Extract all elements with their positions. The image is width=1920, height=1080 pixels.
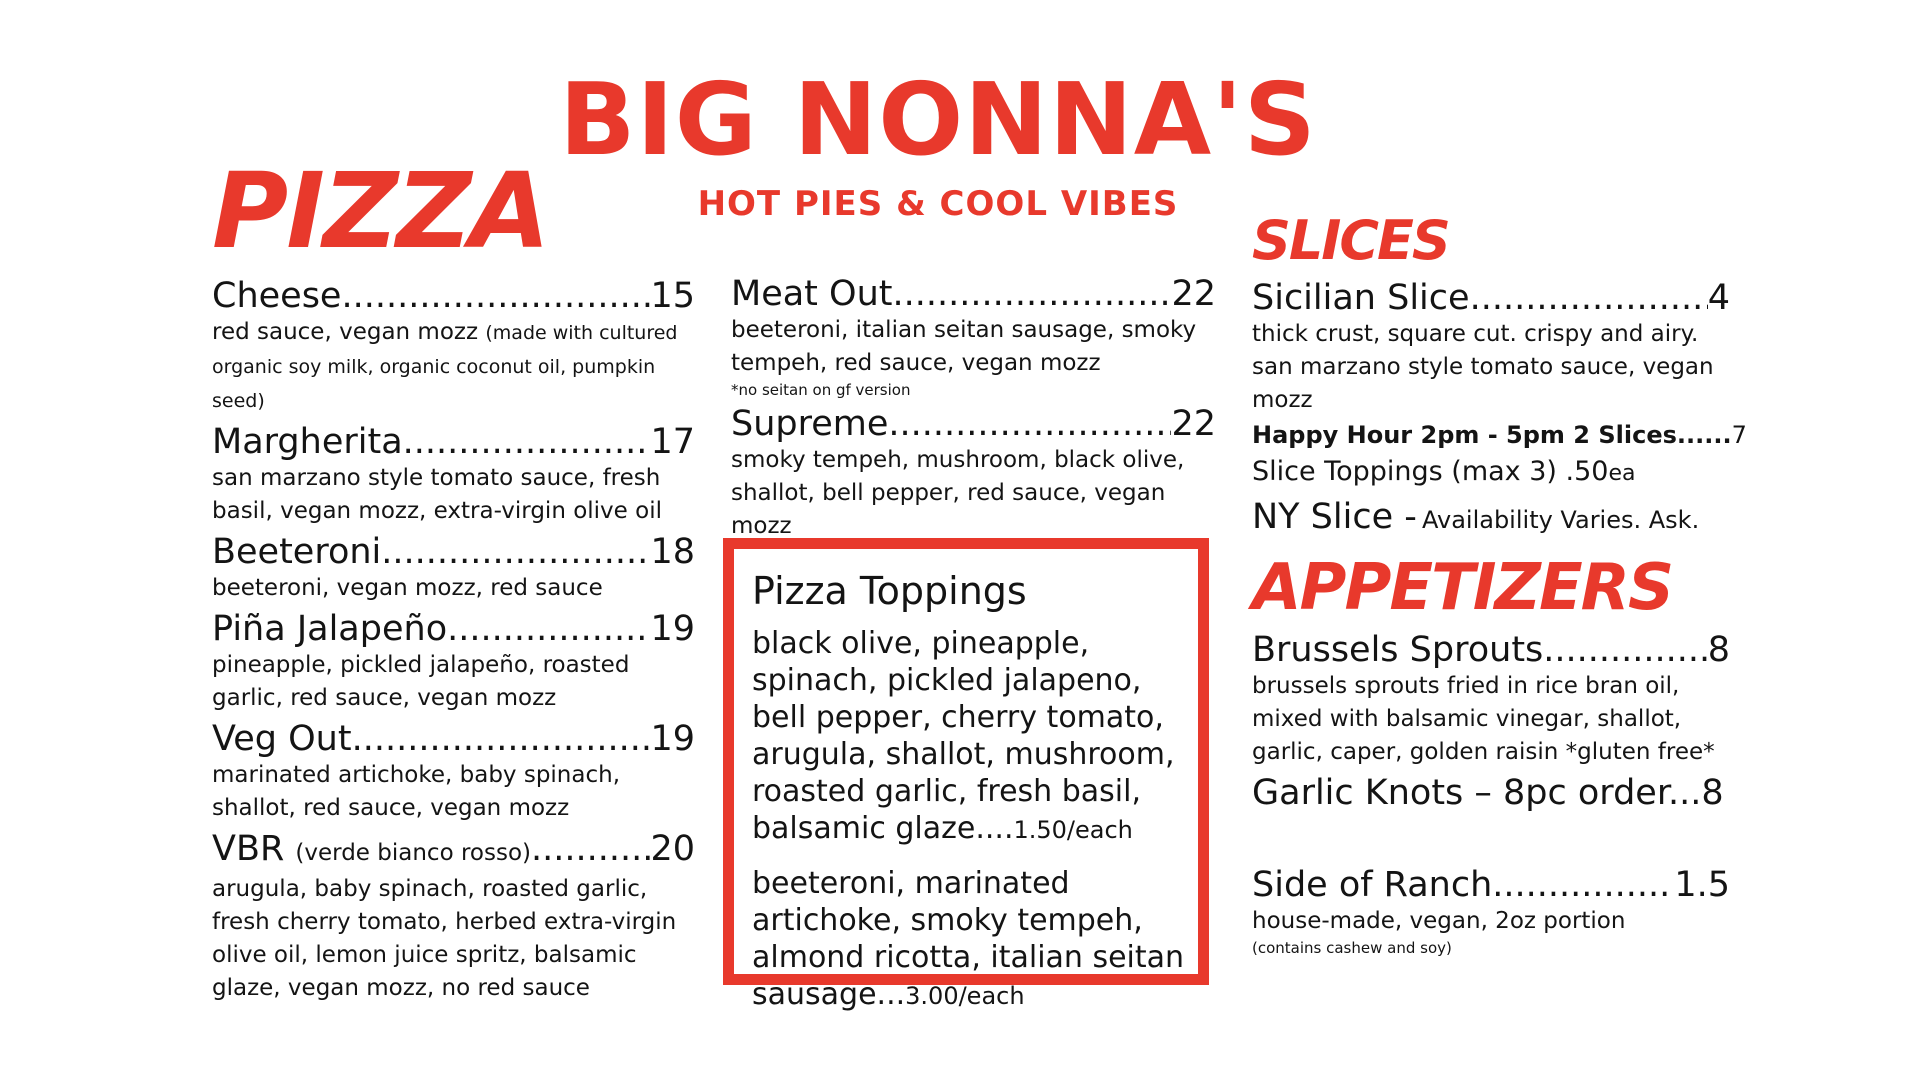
- item-name: Supreme: [731, 404, 889, 444]
- item-description-note: *no seitan on gf version: [731, 381, 911, 399]
- pizza-column-left: [212, 276, 695, 1005]
- item-name: Margherita: [212, 422, 403, 462]
- item-description: beeteroni, vegan mozz, red sauce: [212, 575, 603, 601]
- item-description: brussels sprouts fried in rice bran oil, mixed with balsamic vinegar, shallot, garlic, caper, golden raisin *gluten free*: [1252, 673, 1715, 765]
- item-name: VBR: [212, 829, 285, 869]
- slices-column: [1252, 278, 1752, 537]
- item-price: 1.5: [1674, 865, 1730, 905]
- item-description: house-made, vegan, 2oz portion: [1252, 908, 1626, 934]
- item-name: Piña Jalapeño: [212, 609, 448, 649]
- item-price: 4: [1707, 278, 1730, 318]
- ny-slice-name: NY Slice -: [1252, 497, 1417, 537]
- restaurant-name: BIG NONNA'S: [559, 61, 1317, 178]
- item-name: Veg Out: [212, 719, 352, 759]
- item-price: 22: [1171, 404, 1216, 444]
- appetizers-section-title: APPETIZERS: [1252, 551, 1673, 625]
- brand-header: [528, 61, 1348, 224]
- item-name-note: (verde bianco rosso): [295, 840, 531, 866]
- happy-hour-price: 7: [1731, 421, 1747, 449]
- slice-toppings-text: Slice Toppings (max 3) .50: [1252, 456, 1609, 487]
- slice-toppings: [1252, 453, 1752, 493]
- menu-item-supreme: [731, 404, 1216, 543]
- pizza-toppings-box: [723, 538, 1209, 1012]
- item-description-note: (made with cultured organic soy milk, organic coconut oil, pumpkin seed): [212, 322, 678, 412]
- menu-item-garlic-knots: Garlic Knots – 8pc order...8: [1252, 773, 1724, 813]
- item-description: red sauce, vegan mozz: [212, 319, 479, 345]
- happy-hour-text: Happy Hour 2pm - 5pm 2 Slices......: [1252, 421, 1732, 449]
- item-name: Sicilian Slice: [1252, 278, 1470, 318]
- pizza-section-title: PIZZA: [212, 150, 549, 272]
- happy-hour: [1252, 417, 1752, 453]
- toppings-list: beeteroni, marinated artichoke, smoky tempeh, almond ricotta, italian seitan sausage...: [752, 866, 1185, 1012]
- item-description: beeteroni, italian seitan sausage, smoky tempeh, red sauce, vegan mozz: [731, 317, 1197, 376]
- toppings-group-premium: [752, 865, 1186, 1015]
- item-price: 17: [650, 422, 695, 462]
- toppings-price: 3.00/each: [905, 982, 1025, 1010]
- item-name: Beeteroni: [212, 532, 382, 572]
- menu-item-cheese: [212, 276, 695, 418]
- menu-item-pina-jalapeno: [212, 609, 695, 715]
- menu-item-veg-out: [212, 719, 695, 825]
- item-description: smoky tempeh, mushroom, black olive, shallot, bell pepper, red sauce, vegan mozz: [731, 447, 1185, 539]
- menu-item-vbr: [212, 829, 695, 1005]
- toppings-group-standard: [752, 625, 1186, 849]
- item-name: Meat Out: [731, 274, 893, 314]
- item-description: thick crust, square cut. crispy and airy. san marzano style tomato sauce, vegan mozz: [1252, 321, 1714, 413]
- item-price: 20: [650, 829, 695, 869]
- menu-item-meat-out: [731, 274, 1216, 400]
- item-price: 18: [650, 532, 695, 572]
- item-name: Side of Ranch: [1252, 865, 1493, 905]
- menu-item-side-of-ranch: [1252, 865, 1730, 958]
- item-description: san marzano style tomato sauce, fresh basil, vegan mozz, extra-virgin olive oil: [212, 465, 662, 524]
- slices-section-title: SLICES: [1252, 209, 1449, 272]
- menu-item-sicilian-slice: [1252, 278, 1730, 417]
- item-description: pineapple, pickled jalapeño, roasted garlic, red sauce, vegan mozz: [212, 652, 630, 711]
- item-price: 22: [1171, 274, 1216, 314]
- restaurant-tagline: HOT PIES & COOL VIBES: [697, 184, 1179, 224]
- toppings-title: Pizza Toppings: [752, 569, 1027, 613]
- item-name: Brussels Sprouts: [1252, 630, 1544, 670]
- item-name: Cheese: [212, 276, 342, 316]
- toppings-list: black olive, pineapple, spinach, pickled jalapeno, bell pepper, cherry tomato, arugula, shallot, mushroom, roasted garlic, fresh basil, balsamic glaze....: [752, 626, 1175, 846]
- appetizers-column: [1252, 630, 1742, 958]
- item-description-note: (contains cashew and soy): [1252, 939, 1452, 957]
- pizza-column-middle: [731, 274, 1216, 543]
- menu-item-brussels-sprouts: [1252, 630, 1730, 769]
- item-price: 19: [650, 609, 695, 649]
- ny-slice: [1252, 497, 1752, 537]
- item-price: 15: [650, 276, 695, 316]
- item-description: arugula, baby spinach, roasted garlic, fresh cherry tomato, herbed extra-virgin olive oil, lemon juice spritz, balsamic glaze, vegan mozz, no red sauce: [212, 876, 677, 1001]
- toppings-price: 1.50/each: [1013, 816, 1133, 844]
- menu-item-beeteroni: [212, 532, 695, 605]
- ny-slice-note: Availability Varies. Ask.: [1421, 506, 1700, 534]
- item-description: marinated artichoke, baby spinach, shallot, red sauce, vegan mozz: [212, 762, 621, 821]
- item-price: 19: [650, 719, 695, 759]
- item-price: 8: [1707, 630, 1730, 670]
- slice-toppings-unit: ea: [1608, 461, 1636, 486]
- menu-item-margherita: [212, 422, 695, 528]
